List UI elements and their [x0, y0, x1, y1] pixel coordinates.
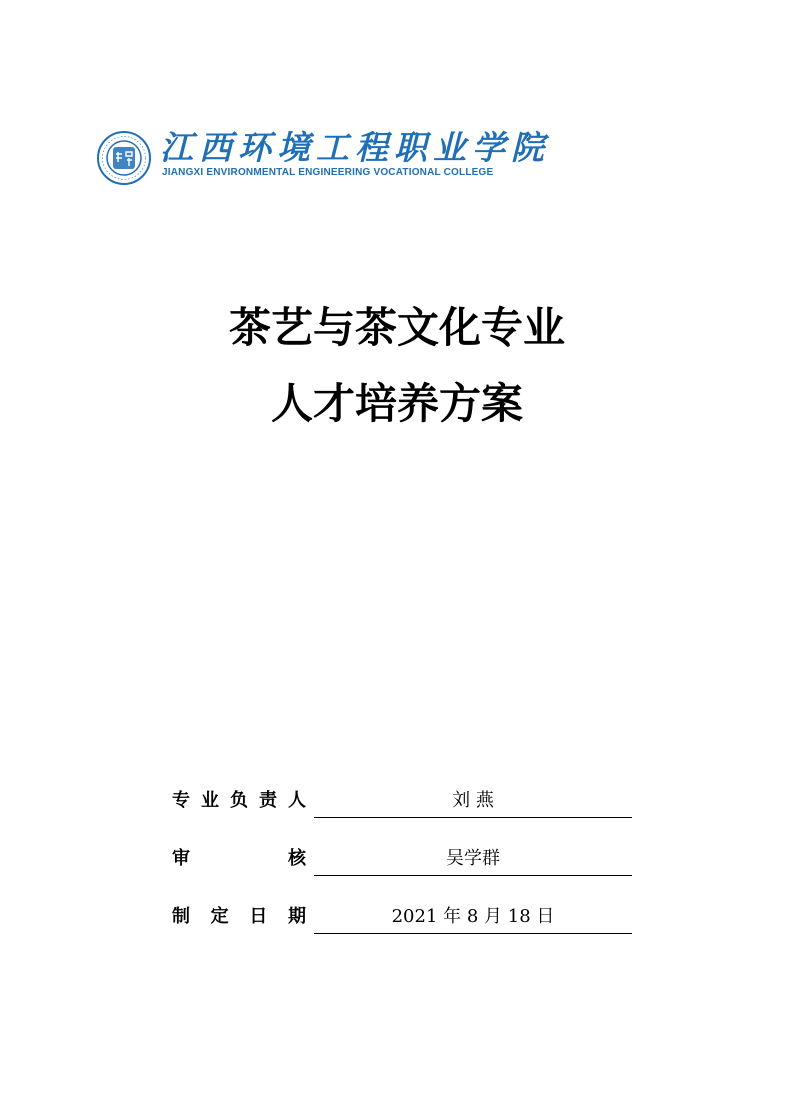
- label-char: 核: [288, 848, 306, 869]
- college-name-en: JIANGXI ENVIRONMENTAL ENGINEERING VOCATIONAL COLLEGE: [162, 167, 494, 178]
- program-leader-label: [172, 790, 306, 812]
- college-seal-icon: [96, 130, 152, 186]
- label-char: 期: [287, 906, 306, 927]
- date-value: 2021 年 8 月 18 日: [314, 903, 632, 934]
- label-char: 日: [249, 906, 268, 927]
- document-title-line1: 茶艺与茶文化专业: [228, 303, 565, 352]
- program-leader-value: 刘 燕: [314, 787, 632, 818]
- college-logo: [96, 126, 556, 186]
- label-char: 专: [172, 790, 190, 811]
- college-name-cn: 江西环境工程职业学院: [160, 128, 550, 167]
- info-row-date: [172, 900, 632, 934]
- date-label: [172, 906, 306, 928]
- label-char: 业: [201, 790, 219, 811]
- label-char: 制: [172, 906, 190, 927]
- label-char: 责: [259, 790, 277, 811]
- info-row-reviewer: [172, 842, 632, 876]
- label-char: 定: [210, 906, 229, 927]
- document-title-line2: 人才培养方案: [270, 379, 523, 428]
- label-char: 审: [172, 848, 190, 869]
- reviewer-label: [172, 848, 306, 870]
- info-row-program-leader: [172, 784, 632, 818]
- label-char: 负: [230, 790, 248, 811]
- reviewer-value: 吴学群: [314, 845, 632, 876]
- label-char: 人: [288, 790, 306, 811]
